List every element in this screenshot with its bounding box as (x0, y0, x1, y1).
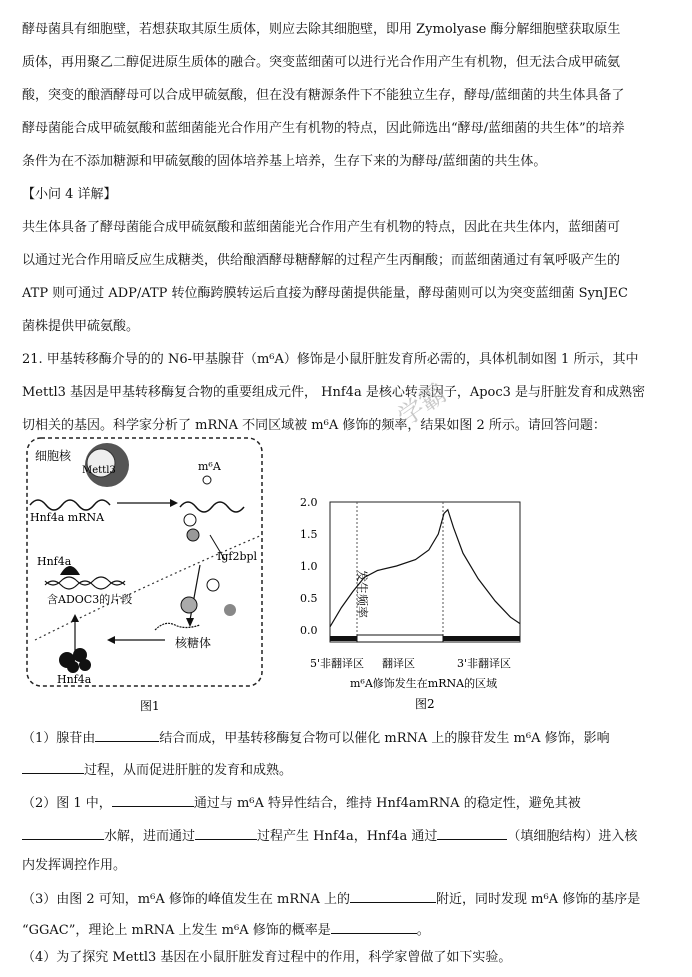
text-line: 质体，再用聚乙二醇促进原生质体的融合。突变蓝细菌可以进行光合作用产生有机物，但无法合成甲硫氨 (22, 55, 621, 70)
mettl3-label: Mettl3 (82, 465, 116, 476)
text-line: 条件为在不添加糖源和甲硫氨酸的固体培养基上培养，生存下来的为酵母/蓝细菌的共生体。 (22, 154, 547, 169)
ribosome-label: 核糖体 (175, 636, 212, 650)
blank-field[interactable] (22, 826, 104, 840)
y-tick-label: 1.5 (300, 528, 318, 541)
y-tick-label: 1.0 (300, 560, 318, 573)
blank-field[interactable] (195, 826, 257, 840)
hnf4a-mrna-label: Hnf4a mRNA (30, 511, 105, 524)
text-line: 酵母菌能合成甲硫氨酸和蓝细菌能光合作用产生有机物的特点，因此筛选出“酵母/蓝细菌的共生体”的培养 (22, 121, 625, 136)
figure-1-diagram (25, 435, 270, 715)
blank-field[interactable] (95, 728, 159, 742)
question-4: （4）为了探究 Mettl3 基因在小鼠肝脏发育过程中的作用，科学家曾做了如下实验。 (22, 950, 512, 965)
mrna-wave (30, 500, 110, 510)
m6a-label: m⁶A (198, 460, 221, 473)
region-3utr-label: 3'非翻译区 (457, 657, 512, 670)
figure-2-chart (290, 490, 540, 715)
y-tick-label: 0.0 (300, 624, 318, 637)
section-heading: 【小问 4 详解】 (22, 187, 117, 202)
y-axis-ticks (300, 496, 318, 637)
text-line: 酸，突变的酿酒酵母可以合成甲硫氨酸，但在没有糖源条件下不能独立生存，酵母/蓝细菌的共生体具备了 (22, 88, 625, 103)
text-line: 切相关的基因。科学家分析了 mRNA 不同区域被 m⁶A 修饰的频率，结果如图 2 所示。请回答问题： (22, 418, 606, 433)
y-tick-label: 2.0 (300, 496, 318, 509)
text-line: Mettl3 基因是甲基转移酶复合物的重要组成元件， Hnf4a 是核心转录因子，Apoc3 是与肝脏发育和成熟密 (22, 385, 646, 400)
figure-2-caption: 图2 (415, 697, 435, 711)
figure-1-caption: 图1 (140, 699, 160, 713)
blank-field[interactable] (331, 920, 417, 934)
text-line: 菌株提供甲硫氨酸。 (22, 319, 140, 334)
text-line: 酵母菌具有细胞壁，若想获取其原生质体，则应去除其细胞壁，即用 Zymolyase 酶分解细胞壁获取原生 (22, 22, 621, 37)
nucleus-label: 细胞核 (35, 449, 72, 463)
text-line: ATP 则可通过 ADP/ATP 转位酶跨膜转运后直接为酵母菌提供能量，酵母菌则可以为突变蓝细菌 SynJEC (22, 286, 628, 301)
question-3-cont: “GGAC”，理论上 mRNA 上发生 m⁶A 修饰的概率是 。 (22, 920, 430, 939)
blank-field[interactable] (112, 793, 194, 807)
watermark: 学霸 (392, 378, 453, 433)
hnf4a-top-label: Hnf4a (37, 555, 72, 568)
igf2bp1-label: Igf2bpl (217, 550, 258, 563)
text-line: 共生体具备了酵母菌能合成甲硫氨酸和蓝细菌能光合作用产生有机物的特点，因此在共生体内，蓝细菌可 (22, 220, 621, 235)
question-1-cont: 过程，从而促进肝脏的发育和成熟。 (22, 760, 292, 779)
question-1: （1）腺苷由 结合而成，甲基转移酶复合物可以催化 mRNA 上的腺苷发生 m⁶A 修饰，影响 (22, 728, 610, 747)
question-2-end: 内发挥调控作用。 (22, 858, 127, 873)
blank-field[interactable] (22, 760, 84, 774)
x-axis-label: m⁶A修饰发生在mRNA的区域 (350, 677, 498, 690)
apoc3-fragment-label: 含ADOC3的片段 (47, 593, 133, 606)
question-2: （2）图 1 中， 通过与 m⁶A 特异性结合，维持 Hnf4amRNA 的稳定性，避免其被 (22, 793, 581, 812)
y-tick-label: 0.5 (300, 592, 318, 605)
question-3: （3）由图 2 可知，m⁶A 修饰的峰值发生在 mRNA 上的 附近，同时发现 m⁶A 修饰的基序是 (22, 889, 640, 908)
region-cds-label: 翻译区 (382, 657, 415, 670)
y-axis-label: 发生频率 (355, 570, 369, 619)
question-21-stem: 21. 甲基转移酶介导的的 N6-甲基腺苷（m⁶A）修饰是小鼠肝脏发育所必需的，具体机制如图 1 所示，其中 (22, 352, 639, 367)
blank-field[interactable] (437, 826, 507, 840)
question-2-cont: 水解，进而通过 过程产生 Hnf4a，Hnf4a 通过 （填细胞结构）进入核 (22, 826, 637, 845)
text-line: 以通过光合作用暗反应生成糖类，供给酿酒酵母糖酵解的过程产生丙酮酸；而蓝细菌通过有氧呼吸产生的 (22, 253, 621, 268)
hnf4a-bottom-label: Hnf4a (57, 673, 92, 686)
blank-field[interactable] (350, 889, 436, 903)
region-5utr-label: 5'非翻译区 (310, 657, 365, 670)
